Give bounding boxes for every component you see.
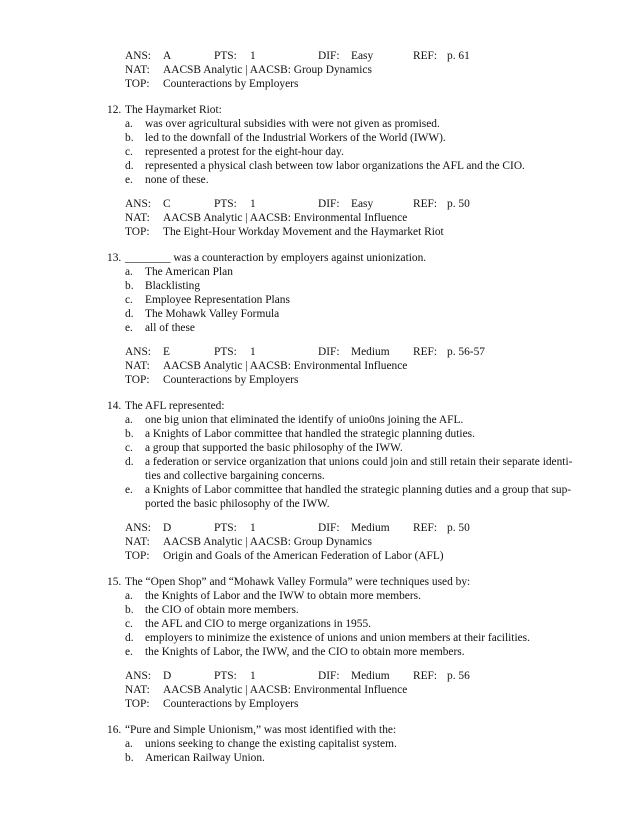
option-text: unions seeking to change the existing capitalist system. [145, 738, 397, 750]
ans-value: A [163, 50, 172, 62]
question-number: 15. [107, 576, 122, 588]
nat-label: NAT: [125, 64, 150, 76]
nat-label: NAT: [125, 212, 150, 224]
ref-label: REF: [413, 670, 438, 682]
top-value: Counteractions by Employers [163, 374, 299, 386]
option-letter: c. [125, 146, 133, 158]
option-text: one big union that eliminated the identify of unio0ns joining the AFL. [145, 414, 464, 426]
option-letter: d. [125, 456, 134, 468]
question-stem: The “Open Shop” and “Mohawk Valley Formula” were techniques used by: [125, 576, 471, 588]
pts-value: 1 [250, 670, 256, 682]
option-text: led to the downfall of the Industrial Workers of the World (IWW). [145, 132, 446, 144]
option-text: the Knights of Labor, the IWW, and the CIO to obtain more members. [145, 646, 465, 658]
option-text: the AFL and CIO to merge organizations in 1955. [145, 618, 371, 630]
option-text: employers to minimize the existence of unions and union members at their facilities. [145, 632, 530, 644]
option-text: the Knights of Labor and the IWW to obtain more members. [145, 590, 421, 602]
ans-label: ANS: [125, 198, 151, 210]
option-letter: a. [125, 118, 133, 130]
pts-label: PTS: [214, 50, 237, 62]
option-letter: e. [125, 322, 133, 334]
option-letter: a. [125, 738, 133, 750]
pts-label: PTS: [214, 522, 237, 534]
option-letter: b. [125, 752, 134, 764]
top-value: The Eight-Hour Workday Movement and the Haymarket Riot [163, 226, 444, 238]
option-text: a Knights of Labor committee that handled the strategic planning duties and a group that sup- [145, 484, 572, 496]
top-label: TOP: [125, 78, 150, 90]
ans-label: ANS: [125, 522, 151, 534]
option-letter: a. [125, 590, 133, 602]
nat-value: AACSB Analytic | AACSB: Group Dynamics [163, 536, 372, 548]
pts-value: 1 [250, 50, 256, 62]
option-letter: b. [125, 280, 134, 292]
pts-value: 1 [250, 346, 256, 358]
option-letter: b. [125, 132, 134, 144]
pts-label: PTS: [214, 198, 237, 210]
ref-value: p. 50 [447, 522, 470, 534]
option-letter: d. [125, 632, 134, 644]
ref-label: REF: [413, 346, 438, 358]
option-letter: c. [125, 618, 133, 630]
option-letter: c. [125, 442, 133, 454]
option-text: represented a physical clash between tow labor organizations the AFL and the CIO. [145, 160, 525, 172]
ans-label: ANS: [125, 670, 151, 682]
ans-label: ANS: [125, 346, 151, 358]
question-stem: The Haymarket Riot: [125, 104, 222, 116]
top-label: TOP: [125, 374, 150, 386]
option-letter: c. [125, 294, 133, 306]
top-label: TOP: [125, 550, 150, 562]
dif-value: Easy [351, 50, 374, 62]
ref-value: p. 56-57 [447, 346, 485, 358]
option-text-continued: ties and collective bargaining concerns. [145, 470, 325, 482]
option-text: all of these [145, 322, 195, 334]
dif-value: Medium [351, 670, 390, 682]
nat-value: AACSB Analytic | AACSB: Group Dynamics [163, 64, 372, 76]
nat-label: NAT: [125, 684, 150, 696]
ref-value: p. 56 [447, 670, 470, 682]
ans-label: ANS: [125, 50, 151, 62]
option-text: represented a protest for the eight-hour day. [145, 146, 344, 158]
pts-value: 1 [250, 198, 256, 210]
nat-label: NAT: [125, 536, 150, 548]
nat-label: NAT: [125, 360, 150, 372]
ref-value: p. 61 [447, 50, 470, 62]
option-text: Blacklisting [145, 280, 201, 292]
ans-value: C [163, 198, 171, 210]
option-letter: a. [125, 266, 133, 278]
nat-value: AACSB Analytic | AACSB: Environmental Influence [163, 684, 408, 696]
question-number: 12. [107, 104, 122, 116]
ref-label: REF: [413, 198, 438, 210]
pts-label: PTS: [214, 346, 237, 358]
ans-value: E [163, 346, 170, 358]
option-text: the CIO of obtain more members. [145, 604, 299, 616]
top-value: Counteractions by Employers [163, 698, 299, 710]
option-letter: b. [125, 428, 134, 440]
question-stem: The AFL represented: [125, 400, 225, 412]
dif-label: DIF: [318, 670, 340, 682]
ref-label: REF: [413, 50, 438, 62]
question-number: 13. [107, 252, 122, 264]
dif-label: DIF: [318, 198, 340, 210]
question-stem: “Pure and Simple Unionism,” was most identified with the: [125, 724, 397, 736]
option-letter: d. [125, 308, 134, 320]
option-text: The American Plan [145, 266, 233, 278]
option-text: a Knights of Labor committee that handled the strategic planning duties. [145, 428, 475, 440]
option-text: Employee Representation Plans [145, 294, 290, 306]
question-stem: ________ was a counteraction by employers against unionization. [125, 252, 427, 264]
top-label: TOP: [125, 698, 150, 710]
option-text: a group that supported the basic philosophy of the IWW. [145, 442, 403, 454]
nat-value: AACSB Analytic | AACSB: Environmental Influence [163, 360, 408, 372]
option-text-continued: ported the basic philosophy of the IWW. [145, 498, 330, 510]
option-letter: e. [125, 484, 133, 496]
question-number: 16. [107, 724, 122, 736]
top-value: Origin and Goals of the American Federation of Labor (AFL) [163, 550, 444, 562]
dif-label: DIF: [318, 50, 340, 62]
nat-value: AACSB Analytic | AACSB: Environmental Influence [163, 212, 408, 224]
option-text: none of these. [145, 174, 209, 186]
option-text: American Railway Union. [145, 752, 265, 764]
dif-value: Medium [351, 346, 390, 358]
ans-value: D [163, 522, 172, 534]
option-letter: e. [125, 174, 133, 186]
option-letter: a. [125, 414, 133, 426]
ref-label: REF: [413, 522, 438, 534]
dif-label: DIF: [318, 522, 340, 534]
ref-value: p. 50 [447, 198, 470, 210]
dif-value: Medium [351, 522, 390, 534]
ans-value: D [163, 670, 172, 682]
option-letter: d. [125, 160, 134, 172]
option-letter: b. [125, 604, 134, 616]
question-number: 14. [107, 400, 122, 412]
dif-value: Easy [351, 198, 374, 210]
dif-label: DIF: [318, 346, 340, 358]
pts-value: 1 [250, 522, 256, 534]
option-letter: e. [125, 646, 133, 658]
option-text: was over agricultural subsidies with were not given as promised. [145, 118, 440, 130]
option-text: a federation or service organization that unions could join and still retain their separate identi- [145, 456, 573, 468]
option-text: The Mohawk Valley Formula [145, 308, 280, 320]
top-label: TOP: [125, 226, 150, 238]
top-value: Counteractions by Employers [163, 78, 299, 90]
pts-label: PTS: [214, 670, 237, 682]
